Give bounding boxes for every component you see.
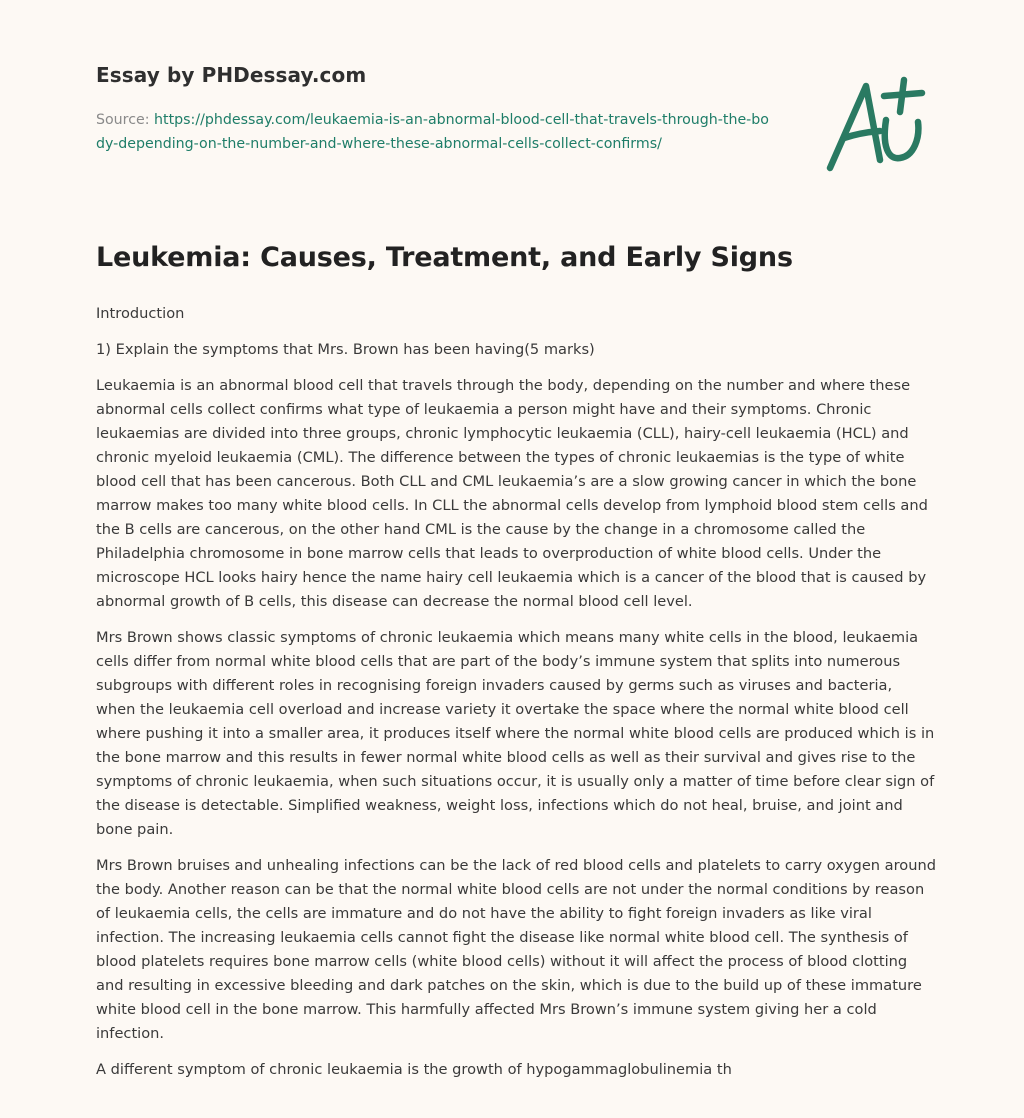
essay-body xyxy=(96,302,936,1094)
paragraph: Mrs Brown bruises and unhealing infections can be the lack of red blood cells and platelets to carry oxygen around the body. Another reason can be that the normal white blood cells are not under the normal conditions by reason of leukaemia cells, the cells are immature and do not have the ability to fight foreign invaders as like viral infection. The increasing leukaemia cells cannot fight the disease like normal white blood cell. The synthesis of blood platelets requires bone marrow cells (white blood cells) without it will affect the process of blood clotting and resulting in excessive bleeding and dark patches on the skin, which is due to the build up of these immature white blood cell in the bone marrow. This harmfully affected Mrs Brown’s immune system giving her a cold infection. xyxy=(96,857,936,1042)
paragraph: Mrs Brown shows classic symptoms of chronic leukaemia which means many white cells in the blood, leukaemia cells differ from normal white blood cells that are part of the body’s immune system that splits into numerous subgroups with different roles in recognising foreign invaders caused by germs such as viruses and bacteria, when the leukaemia cell overload and increase variety it overtake the space where the normal white blood cell where pushing it into a smaller area, it produces itself where the normal white blood cells are produced which is in the bone marrow and this results in fewer normal white blood cells as well as their survival and gives rise to the symptoms of chronic leukaemia, when such situations occur, it is usually only a matter of time before clear sign of the disease is detectable. Simplified weakness, weight loss, infections which do not heal, bruise, and joint and bone pain. xyxy=(96,629,935,838)
source-line xyxy=(96,108,776,156)
source-link[interactable]: https://phdessay.com/leukaemia-is-an-abnormal-blood-cell-that-travels-through-the-body-depending-on-the-number-and-where-these-abnormal-cells-collect-confirms/ xyxy=(96,112,769,152)
site-title: Essay by PHDessay.com xyxy=(96,63,367,87)
paragraph-question: 1) Explain the symptoms that Mrs. Brown has been having(5 marks) xyxy=(96,341,595,358)
paragraph-truncated: A different symptom of chronic leukaemia is the growth of hypogammaglobulinemia th xyxy=(96,1061,732,1078)
paragraph-introduction: Introduction xyxy=(96,305,185,322)
source-label: Source: xyxy=(96,112,155,128)
a-plus-logo-icon xyxy=(822,76,926,174)
paragraph: Leukaemia is an abnormal blood cell that travels through the body, depending on the number and where these abnormal cells collect confirms what type of leukaemia a person might have and their symptoms. Chronic leukaemias are divided into three groups, chronic lymphocytic leukaemia (CLL), hairy-cell leukaemia (HCL) and chronic myeloid leukaemia (CML). The difference between the types of chronic leukaemias is the type of white blood cell that has been cancerous. Both CLL and CML leukaemia’s are a slow growing cancer in which the bone marrow makes too many white blood cells. In CLL the abnormal cells develop from lymphoid blood stem cells and the B cells are cancerous, on the other hand CML is the cause by the change in a chromosome called the Philadelphia chromosome in bone marrow cells that leads to overproduction of white blood cells. Under the microscope HCL looks hairy hence the name hairy cell leukaemia which is a cancer of the blood that is caused by abnormal growth of B cells, this disease can decrease the normal blood cell level. xyxy=(96,377,928,610)
essay-title: Leukemia: Causes, Treatment, and Early Signs xyxy=(96,242,793,273)
